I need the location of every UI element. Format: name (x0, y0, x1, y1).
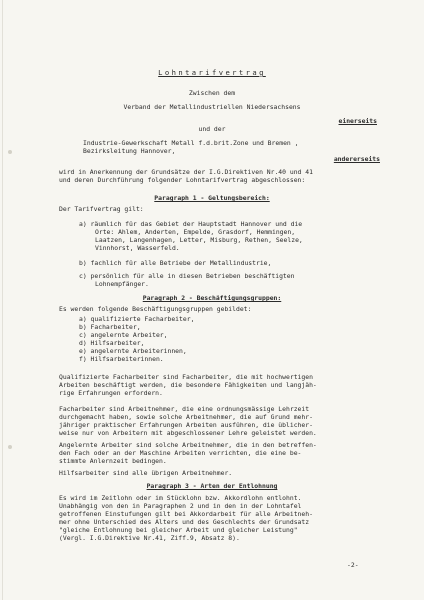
paragraph-1-item: a) räumlich für das Gebiet der Hauptstadt Hannover und die (79, 220, 303, 228)
paragraph-2-text: den Fach oder an der Maschine Arbeiten verrichten, die eine be- (59, 449, 302, 457)
intro-line: und der (198, 125, 226, 133)
punch-hole (8, 445, 12, 449)
document-title: Lohntarifvertrag (158, 68, 266, 77)
paragraph-3-text: (Vergl. I.G.Direktive Nr.41, Ziff.9, Absatz 8). (59, 534, 240, 542)
paragraph-1-lead: Der Tarifvertrag gilt: (59, 205, 144, 213)
group-item: a) qualifizierte Facharbeiter, (79, 315, 195, 323)
punch-hole (8, 150, 12, 154)
group-item: d) Hilfsarbeiter, (79, 339, 145, 347)
paragraph-2-lead: Es werden folgende Beschäftigungsgruppen gebildet: (59, 305, 252, 313)
paragraph-3-text: "gleiche Entlohnung bei gleicher Arbeit und gleicher Leistung" (59, 526, 298, 534)
paragraph-2-text: jähriger praktischer Erfahrungen Arbeiten ausführen, die üblicher- (59, 421, 313, 429)
paragraph-1-item: Vinnhorst, Wasserfeld. (95, 244, 180, 252)
intro-party-2-sub: Bezirksleitung Hannover, (83, 147, 176, 155)
group-item: f) Hilfsarbeiterinnen. (79, 355, 164, 363)
paragraph-1-item: c) persönlich für alle in diesen Betrieben beschäftigten (79, 272, 295, 280)
paragraph-1-item: Laatzen, Langenhagen, Letter, Misburg, Rethen, Seelze, (95, 236, 303, 244)
paragraph-2-heading: Paragraph 2 - Beschäftigungsgruppen: (142, 294, 282, 302)
paragraph-1-item: b) fachlich für alle Betriebe der Metallindustrie, (79, 259, 272, 267)
paragraph-2-text: Qualifizierte Facharbeiter sind Facharbeiter, die mit hochwertigen (59, 373, 313, 381)
intro-party-1: Verband der Metallindustriellen Niedersachsens (123, 103, 301, 111)
intro-einerseits: einerseits (338, 117, 377, 125)
paragraph-2-text: stimmte Anlernzeit bedingen. (59, 457, 167, 465)
paragraph-2-text: rige Erfahrungen erfordern. (59, 389, 163, 397)
paragraph-2-text: Hilfsarbeiter sind alle übrigen Arbeitnehmer. (59, 469, 233, 477)
paragraph-2-text: Facharbeiter sind Arbeitnehmer, die eine ordnungsmässige Lehrzeit (59, 405, 310, 413)
paragraph-1-item: Orte: Ahlem, Anderten, Empelde, Grasdorf, Hemmingen, (95, 228, 296, 236)
group-item: e) angelernte Arbeiterinnen, (79, 347, 187, 355)
paragraph-2-text: weise nur von Arbeitern mit abgeschlossener Lehre geleistet werden. (59, 429, 317, 437)
intro-party-2: Industrie-Gewerkschaft Metall f.d.brit.Zone und Bremen , (83, 139, 299, 147)
intro-line: wird in Anerkennung der Grundsätze der I.G.Direktiven Nr.40 und 41 (59, 168, 313, 176)
intro-andererseits: andererseits (333, 155, 380, 163)
paragraph-2-text: Angelernte Arbeiter sind solche Arbeitnehmer, die in den betreffen- (59, 441, 317, 449)
paragraph-3-text: Unabhängig von den in Paragraphen 2 und in den in der Lohntafel (59, 502, 302, 510)
group-item: b) Facharbeiter, (79, 323, 141, 331)
paragraph-2-text: Arbeiten beschäftigt werden, die besondere Fähigkeiten und langjäh- (59, 381, 317, 389)
paragraph-1-heading: Paragraph 1 - Geltungsbereich: (154, 194, 270, 202)
paragraph-3-heading: Paragraph 3 - Arten der Entlohnung (146, 482, 278, 490)
paragraph-1-item: Lohnempfänger. (95, 280, 149, 288)
paragraph-3-text: getroffenen Einstufungen gilt bei Akkordarbeit für alle Arbeitneh- (59, 510, 313, 518)
group-item: c) angelernte Arbeiter, (79, 331, 168, 339)
intro-line: und deren Durchführung folgender Lohntarifvertrag abgeschlossen: (59, 176, 306, 184)
intro-line: Zwischen dem (188, 89, 236, 97)
page-number: -2- (347, 561, 359, 569)
paragraph-3-text: mer ohne Unterschied des Alters und des Geschlechts der Grundsatz (59, 518, 310, 526)
paragraph-3-text: Es wird im Zeitlohn oder im Stücklohn bzw. Akkordlohn entlohnt. (59, 494, 302, 502)
paragraph-2-text: durchgemacht haben, sowie solche Arbeitnehmer, die auf Grund mehr- (59, 413, 313, 421)
